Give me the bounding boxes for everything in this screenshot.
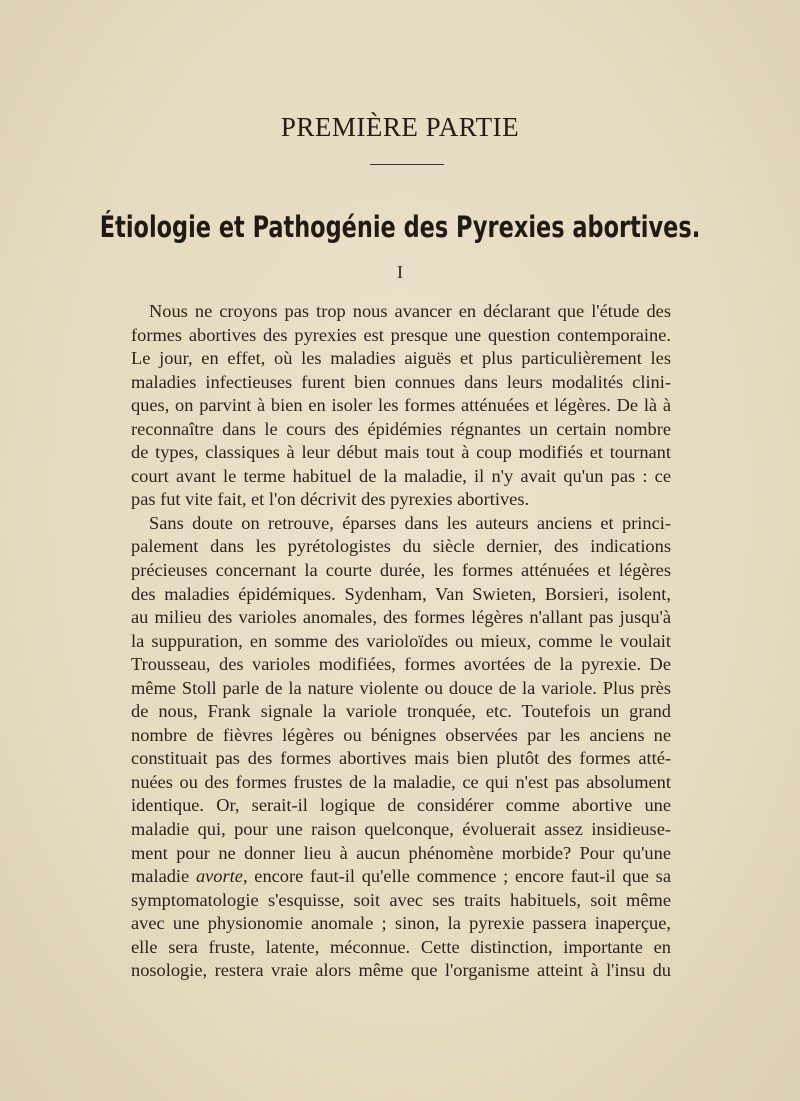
text-line: Nous ne croyons pas trop nous avancer en déclarant que l'étude des: [149, 301, 671, 321]
text-line: précieuses concernant la courte durée, les formes atténuées et légères: [131, 560, 671, 581]
text-line: au milieu des varioles anomales, des formes légères n'allant pas jusqu'à: [131, 607, 671, 628]
text-line: constituait pas des formes abortives mais bien plutôt des formes atté-: [131, 748, 671, 769]
text-line: Le jour, en effet, où les maladies aiguës et plus particulièrement les: [131, 348, 671, 369]
text-line: Trousseau, des varioles modifiées, formes avortées de la pyrexie. De: [131, 654, 671, 675]
text-line: avec une physionomie anomale ; sinon, la pyrexie passera inaperçue,: [131, 913, 671, 934]
text-line: ment pour ne donner lieu à aucun phénomène morbide? Pour qu'une: [131, 842, 671, 863]
italic-word: avorte: [195, 866, 243, 887]
text-line: nuées ou des formes frustes de la maladie, ce qui n'est pas absolument: [131, 771, 671, 792]
text-line: court avant le terme habituel de la maladie, il n'y avait qu'un pas : ce: [131, 465, 671, 486]
chapter-title: Étiologie et Pathogénie des Pyrexies abortives.: [99, 210, 701, 244]
text-line: de types, classiques à leur début mais tout à coup modifiés et tournant: [131, 442, 671, 463]
text-line: même Stoll parle de la nature violente ou douce de la variole. Plus près: [131, 677, 671, 698]
section-number: I: [397, 262, 403, 282]
text-line: reconnaître dans le cours des épidémies régnantes un certain nombre: [131, 418, 671, 439]
text-line: nosologie, restera vraie alors même que l'organisme atteint à l'insu du: [131, 960, 671, 981]
title-divider: [370, 164, 444, 165]
text-line: la suppuration, en somme des varioloïdes ou mieux, comme le voulait: [131, 630, 671, 651]
text-line: formes abortives des pyrexies est presque une question contemporaine.: [131, 324, 671, 345]
text-line: elle sera fruste, latente, méconnue. Cette distinction, importante en: [131, 936, 671, 957]
text-line: pas fut vite fait, et l'on décrivit des pyrexies abortives.: [131, 489, 530, 510]
text-line: ques, on parvint à bien en isoler les formes atténuées et légères. De là à: [131, 395, 671, 416]
text-line: de nous, Frank signale la variole tronquée, etc. Toutefois un grand: [131, 701, 671, 722]
text-line: palement dans les pyrétologistes du siècle dernier, des indications: [131, 536, 671, 557]
text-line: maladie qui, pour une raison quelconque, évoluerait assez insidieuse-: [131, 819, 671, 840]
text-line: des maladies épidémiques. Sydenham, Van Swieten, Borsieri, isolent,: [131, 583, 671, 604]
text-line: identique. Or, serait-il logique de considérer comme abortive une: [131, 795, 671, 816]
text-line: nombre de fièvres légères ou bénignes observées par les anciens ne: [131, 724, 671, 745]
text-segment: , encore faut-il qu'elle commence ; encore faut-il que sa: [242, 866, 671, 887]
text-line: Sans doute on retrouve, éparses dans les auteurs anciens et princi-: [149, 512, 671, 533]
body-text: [131, 300, 671, 983]
text-segment: maladie: [131, 866, 196, 887]
part-title: PREMIÈRE PARTIE: [280, 112, 520, 142]
text-line-avorte: [131, 865, 671, 889]
text-line: symptomatologie s'esquisse, soit avec ses traits habituels, soit même: [131, 889, 671, 910]
text-line: maladies infectieuses furent bien connues dans leurs modalités clini-: [131, 371, 671, 392]
